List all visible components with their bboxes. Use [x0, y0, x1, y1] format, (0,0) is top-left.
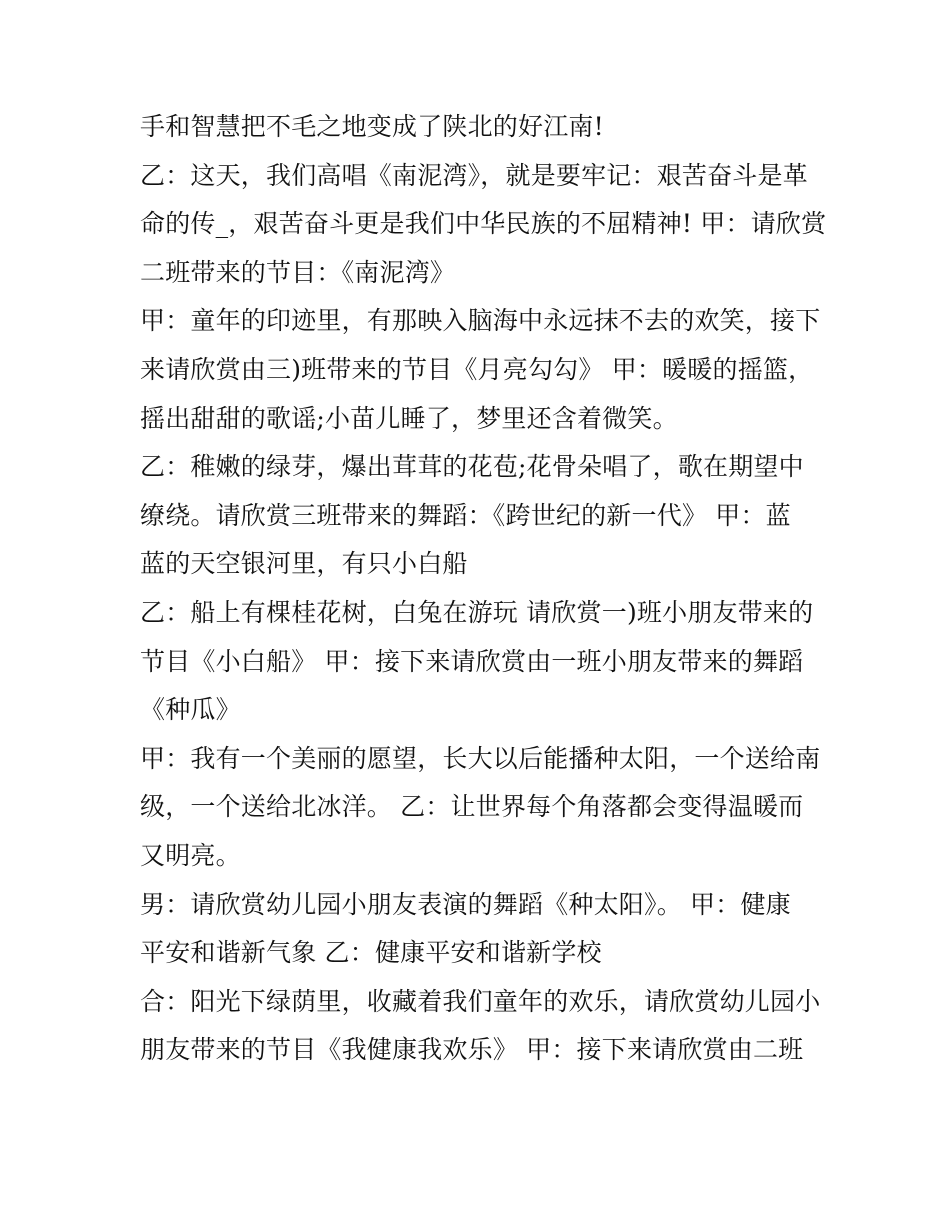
text-line: 缭绕。请欣赏三班带来的舞蹈：《跨世纪的新一代》 甲：蓝: [140, 500, 791, 530]
text-line: 节目《小白船》 甲：接下来请欣赏由一班小朋友带来的舞蹈: [140, 646, 804, 676]
text-line: 又明亮。: [140, 840, 241, 870]
text-line: 手和智慧把不毛之地变成了陕北的好江南!: [140, 112, 604, 141]
text-line: 摇出甜甜的歌谣;小苗儿睡了，梦里还含着微笑。: [140, 403, 678, 433]
text-line: 乙：这天，我们高唱《南泥湾》，就是要牢记：艰苦奋斗是革: [140, 160, 808, 190]
text-line: 级，一个送给北冰洋。 乙：让世界每个角落都会变得温暖而: [140, 792, 804, 822]
text-line: 乙：稚嫩的绿芽，爆出茸茸的花苞;花骨朵唱了，歌在期望中: [140, 452, 804, 482]
text-line: 来请欣赏由三)班带来的节目《月亮勾勾》 甲：暖暖的摇篮，: [140, 354, 814, 384]
text-line: 《种瓜》: [140, 695, 241, 725]
text-line: 朋友带来的节目《我健康我欢乐》 甲：接下来请欣赏由二班: [140, 1035, 804, 1065]
text-line: 甲：童年的印迹里，有那映入脑海中永远抹不去的欢笑，接下: [140, 306, 821, 336]
text-line: 合：阳光下绿荫里，收藏着我们童年的欢乐，请欣赏幼儿园小: [140, 986, 821, 1016]
text-line: 命的传_，艰苦奋斗更是我们中华民族的不屈精神! 甲：请欣赏: [140, 209, 827, 239]
text-line: 二班带来的节目：《南泥湾》: [140, 257, 456, 287]
text-line: 蓝的天空银河里，有只小白船: [140, 549, 468, 579]
text-line: 男：请欣赏幼儿园小朋友表演的舞蹈《种太阳》。 甲：健康: [140, 889, 791, 919]
text-line: 甲：我有一个美丽的愿望，长大以后能播种太阳，一个送给南: [140, 743, 821, 773]
text-line: 平安和谐新气象 乙：健康平安和谐新学校: [140, 938, 602, 968]
text-line: 乙：船上有棵桂花树，白兔在游玩 请欣赏一)班小朋友带来的: [140, 597, 814, 627]
document-body: [140, 103, 827, 1075]
